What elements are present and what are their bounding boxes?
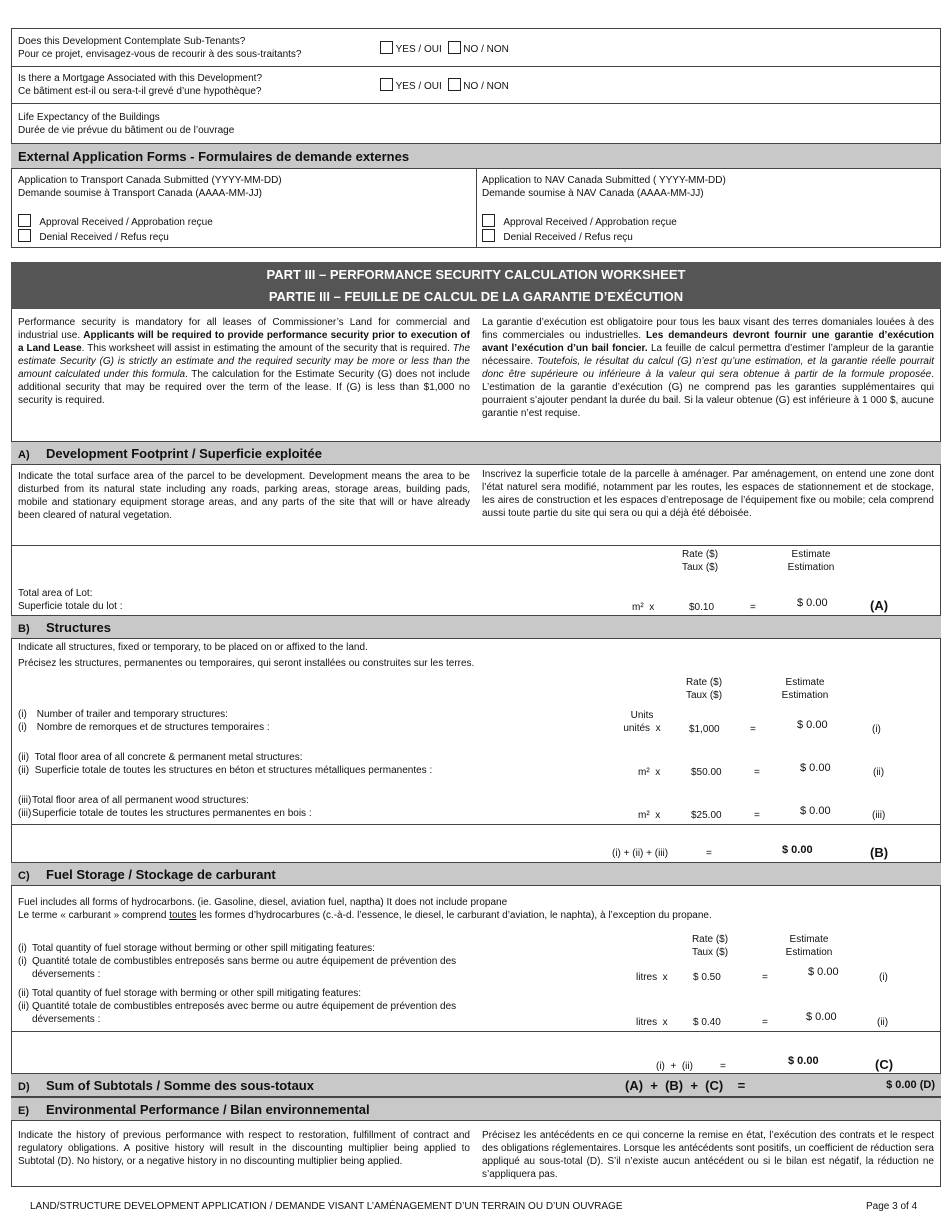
section-b-sum-tag: (B): [870, 845, 889, 860]
nav-denial-checkbox[interactable]: [482, 229, 495, 242]
subtenants-fr: Pour ce projet, envisagez-vous de recourir à des sous-traitants?: [18, 49, 302, 60]
subtenants-en: Does this Development Contemplate Sub-Tenants?: [18, 36, 246, 47]
mortgage-options: [380, 78, 509, 93]
nav-fr: Demande soumise à NAV Canada (AAAA-MM-JJ): [482, 188, 704, 199]
section-c-row-ii-eq: =: [762, 1017, 768, 1028]
section-b-row-iii-value: $ 0.00: [800, 805, 831, 817]
section-d-formula: (A) + (B) + (C) =: [625, 1078, 746, 1093]
section-c-row-ii-tag: (ii): [877, 1017, 889, 1028]
section-b-row-i-unit: Units unités x: [623, 710, 661, 734]
section-c-row-ii-value: $ 0.00: [806, 1011, 837, 1023]
life-expectancy: [18, 111, 234, 137]
section-c-row-i: (i) Total quantity of fuel storage without berming or other spill mitigating features: (i) Quantité totale de combustibles entreposés sans berme ou autre équipement de prévention des déversements :: [18, 943, 457, 980]
transport-canada-block: [18, 174, 468, 244]
tc-denial-checkbox[interactable]: [18, 229, 31, 242]
section-a-unit: m² x: [632, 602, 655, 613]
section-c-row-i-eq: =: [762, 972, 768, 983]
section-c-rate-header: Rate ($) Taux ($): [691, 934, 729, 958]
section-b-sum-value: $ 0.00: [782, 844, 813, 856]
section-b-row-iii-eq: =: [754, 810, 760, 821]
section-a-rate: $0.10: [689, 602, 715, 613]
section-b-row-ii-value: $ 0.00: [800, 762, 831, 774]
section-c-row-ii-rate: $ 0.40: [693, 1017, 721, 1028]
section-b-row-ii-rate: $50.00: [691, 767, 722, 778]
subtenants-no-label: NO / NON: [463, 44, 509, 55]
section-a-eq: =: [750, 602, 756, 613]
section-c-sum-label: (i) + (ii): [656, 1061, 693, 1072]
section-c-row-ii-unit: litres x: [636, 1017, 668, 1028]
section-a-tag: (A): [870, 598, 889, 613]
subtenants-yes-label: YES / OUI: [395, 44, 442, 55]
mortgage-fr: Ce bâtiment est-il ou sera-t-il grevé d’une hypothèque?: [18, 86, 262, 97]
subtenants-question: [18, 35, 378, 61]
section-b-row-iii-tag: (iii): [872, 810, 886, 821]
page-number: Page 3 of 4: [866, 1201, 918, 1212]
section-b-row-iii-unit: m² x: [638, 810, 661, 821]
section-b-desc: Indicate all structures, fixed or temporary, to be placed on or affixed to the land. Précisez les structures, permanentes ou temporaires, qui seront installées ou construites sur les terres.: [18, 642, 475, 669]
section-e-header: E) Environmental Performance / Bilan environnemental: [11, 1097, 941, 1121]
mortgage-yes-checkbox[interactable]: [380, 78, 393, 91]
tc-approval-checkbox[interactable]: [18, 214, 31, 227]
section-c-row-i-unit: litres x: [636, 972, 668, 983]
section-c-desc: Fuel includes all forms of hydrocarbons. (ie. Gasoline, diesel, aviation fuel, naptha) It does not include propane Le terme « carburant » comprend toutes les formes d’hydrocarbures (c.-à-d. l’essence, le diesel, le carburant d’aviation, le naphta), à l’exception du propane.: [18, 897, 712, 921]
section-c-sum-value: $ 0.00: [788, 1055, 819, 1067]
section-a-rate-header: Rate ($) Taux ($): [681, 549, 719, 573]
subtenants-yes-checkbox[interactable]: [380, 41, 393, 54]
mortgage-question: [18, 72, 378, 98]
section-b-row-i-tag: (i): [872, 724, 881, 735]
tc-fr: Demande soumise à Transport Canada (AAAA-MM-JJ): [18, 188, 262, 199]
section-c-row-i-rate: $ 0.50: [693, 972, 721, 983]
mortgage-no-label: NO / NON: [463, 81, 509, 92]
nav-denial-label: Denial Received / Refus reçu: [503, 232, 633, 243]
section-c-row-i-value: $ 0.00: [808, 966, 839, 978]
section-c-row-ii: (ii) Total quantity of fuel storage with berming or other spill mitigating features: (ii) Quantité totale de combustibles entreposés avec berme ou autre équipement de prévention des déversements :: [18, 988, 457, 1025]
section-b-sum-label: (i) + (ii) + (iii): [612, 848, 669, 859]
section-b-sum-eq: =: [706, 848, 712, 859]
subtenants-no-checkbox[interactable]: [448, 41, 461, 54]
nav-en: Application to NAV Canada Submitted ( YYYY-MM-DD): [482, 175, 726, 186]
section-a-lot-label: Total area of Lot: Superficie totale du lot :: [18, 588, 123, 612]
section-b-row-ii: (ii) Total floor area of all concrete & permanent metal structures: (ii) Superficie totale de toutes les structures en béton et structures métalliques permanentes :: [18, 752, 433, 776]
section-a-desc-fr: Inscrivez la superficie totale de la parcelle à aménager. Par aménagement, on entend une zone dont l’état naturel sera modifié, notamment par les routes, les espaces de stationnement et de stockage, les aires de construction et les espaces d’entreposage de l’équipement fixe ou mobile; cela comprend aussi toute partie du site qui sera ou qui a déjà été déboisée.: [482, 469, 934, 519]
part3-title-fr: PARTIE III – FEUILLE DE CALCUL DE LA GARANTIE D’EXÉCUTION: [268, 289, 684, 304]
section-c-row-i-tag: (i): [879, 972, 888, 983]
tc-denial-label: Denial Received / Refus reçu: [39, 232, 169, 243]
section-b-row-ii-eq: =: [754, 767, 760, 778]
section-b-rate-header: Rate ($) Taux ($): [685, 677, 723, 701]
section-e-desc-en: Indicate the history of previous performance with respect to restoration, fulfillment of contract and regulatory obligations. A positive history will result in the discounting multiplier being applied to Subtotal (D). No history, or a negative history in no discounting multiplier being applied.: [18, 1130, 470, 1167]
section-a-value: $ 0.00: [797, 597, 828, 609]
section-b-header: B) Structures: [11, 615, 941, 639]
nav-canada-block: [482, 174, 932, 244]
nav-approval-label: Approval Received / Approbation reçue: [503, 217, 677, 228]
mortgage-yes-label: YES / OUI: [395, 81, 442, 92]
section-d-header: D) Sum of Subtotals / Somme des sous-totaux (A) + (B) + (C) = $ 0.00 (D): [11, 1073, 941, 1097]
life-fr: Durée de vie prévue du bâtiment ou de l’ouvrage: [18, 125, 235, 136]
section-b-row-ii-unit: m² x: [638, 767, 661, 778]
nav-approval-checkbox[interactable]: [482, 214, 495, 227]
subtenants-options: [380, 41, 509, 56]
section-d-value: $ 0.00 (D): [886, 1079, 935, 1091]
mortgage-en: Is there a Mortgage Associated with this Development?: [18, 73, 263, 84]
section-b-row-i-rate: $1,000: [689, 724, 720, 735]
part3-intro-en: Performance security is mandatory for all leases of Commissioner’s Land for commercial and industrial use. Applicants will be required to provide performance security prior to execution of a Land Lease. This worksheet will assist in estimating the amount of the security that is required. The estimate Security (G) is strictly an estimate and the required security may be more or less than the amount calculated under this formula. The calculation for the Estimate Security (G) does not include additional security that may be required over the term of the lease. If (G) is less than $1,000 no security is required.: [18, 317, 471, 406]
tc-approval-label: Approval Received / Approbation reçue: [39, 217, 213, 228]
part3-title: [11, 262, 941, 309]
section-a-desc-en: Indicate the total surface area of the parcel to be development. Development means the area to be disturbed from its natural state including any roads, parking areas, storage areas, building pads, mobile and stationary equipment storage areas, and any parts of the site that will or have already been cleared of natural vegetation.: [18, 471, 470, 521]
section-b-row-i-value: $ 0.00: [797, 719, 828, 731]
section-e-desc-fr: Précisez les antécédents en ce qui concerne la remise en état, l’exécution des contrats et le respect des obligations réglementaires. Lorsque les antécédents sont positifs, un coefficient de réduction sera appliqué au sous-total (D). S’il n’existe aucun antécédent ou si le bilan est négatif, la réduction ne s’appliquera pas.: [482, 1130, 934, 1180]
external-forms-header: External Application Forms - Formulaires de demande externes: [11, 143, 941, 169]
tc-en: Application to Transport Canada Submitted (YYYY-MM-DD): [18, 175, 282, 186]
section-c-sum-tag: (C): [875, 1057, 894, 1072]
section-b-row-ii-tag: (ii): [873, 767, 885, 778]
section-a-estimate-header: Estimate Estimation: [787, 549, 835, 573]
section-a-header: A) Development Footprint / Superficie exploitée: [11, 441, 941, 465]
section-b-row-iii-rate: $25.00: [691, 810, 722, 821]
section-c-header: C) Fuel Storage / Stockage de carburant: [11, 862, 941, 886]
section-b-estimate-header: Estimate Estimation: [781, 677, 829, 701]
section-c-estimate-header: Estimate Estimation: [785, 934, 833, 958]
section-b-row-i: (i) Number of trailer and temporary structures: (i) Nombre de remorques et de structures temporaires :: [18, 709, 270, 733]
footer-title: LAND/STRUCTURE DEVELOPMENT APPLICATION / DEMANDE VISANT L’AMÉNAGEMENT D’UN TERRAIN OU D’UN OUVRAGE: [30, 1201, 623, 1212]
part3-intro-fr: La garantie d’exécution est obligatoire pour tous les baux visant des terres domaniales louées à des fins commerciales ou industrielles. Les demandeurs devront fournir une garantie d’exécution avant l’exécution d’un bail foncier. La feuille de calcul permettra d’estimer l’ampleur de la garantie nécessaire. Toutefois, le résultat du calcul (G) n’est qu’une estimation, et la garantie réelle pourrait donc être supérieure ou inférieure à la valeur qui sera obtenue à partir de la formule proposée. L’estimation de la garantie d’exécution (G) ne comprend pas les garanties supplémentaires qui pourraient s’ajouter pendant la durée du bail. Si la valeur obtenue (G) est inférieure à 1 000 $, aucune garantie n’est requise.: [482, 317, 935, 419]
life-en: Life Expectancy of the Buildings: [18, 112, 160, 123]
section-c-sum-eq: =: [720, 1061, 726, 1072]
mortgage-no-checkbox[interactable]: [448, 78, 461, 91]
part3-title-en: PART III – PERFORMANCE SECURITY CALCULATION WORKSHEET: [266, 267, 686, 282]
section-b-row-iii: (iii)Total floor area of all permanent wood structures: (iii)Superficie totale de toutes les structures permanentes en bois :: [18, 795, 312, 819]
section-b-row-i-eq: =: [750, 724, 756, 735]
